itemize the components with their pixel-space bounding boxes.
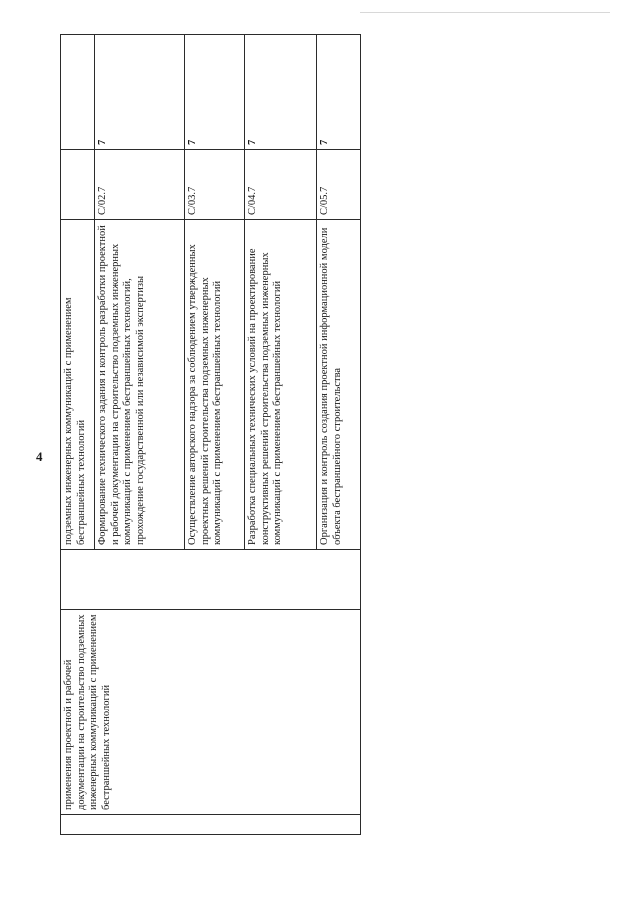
function-level-cell: 7 [185, 35, 245, 150]
function-level-cell: 7 [95, 35, 185, 150]
function-name-cell: Разработка специальных технических условий на проектирование конструктивных решений строительства подземных инженерных коммуникаций с применением бестраншейных технологий [245, 220, 317, 550]
scan-edge-line [360, 12, 610, 13]
code-cell-empty [61, 815, 361, 835]
level-cell-empty [61, 550, 361, 610]
function-name-cell: подземных инженерных коммуникаций с применением бестраншейных технологий [61, 220, 95, 550]
page-number: 4 [36, 449, 43, 464]
function-level-cell: 7 [317, 35, 361, 150]
function-name-cell: Формирование технического задания и контроль разработки проектной и рабочей документации на строительство подземных инженерных коммуникаций с применением бестраншейных технологий, прохождение государственной или независимой экспертизы [95, 220, 185, 550]
function-name-cell: Организация и контроль создания проектной информационной модели объекта бестраншейного строительства [317, 220, 361, 550]
generalized-function-cell: применения проектной и рабочей документации на строительство подземных инженерных коммуникаций с применением бестраншейных технологий [61, 610, 361, 815]
functions-table [60, 34, 361, 835]
function-code-cell: C/04.7 [245, 150, 317, 220]
function-level-cell: 7 [245, 35, 317, 150]
function-level-cell-empty [61, 35, 95, 150]
function-code-cell: C/05.7 [317, 150, 361, 220]
table-row-continuation [61, 35, 95, 835]
rotated-page-content [60, 35, 360, 835]
function-code-cell: C/02.7 [95, 150, 185, 220]
function-code-cell: C/03.7 [185, 150, 245, 220]
function-code-cell-empty [61, 150, 95, 220]
function-name-cell: Осуществление авторского надзора за соблюдением утвержденных проектных решений строительства подземных инженерных коммуникаций с применением бестраншейных технологий [185, 220, 245, 550]
